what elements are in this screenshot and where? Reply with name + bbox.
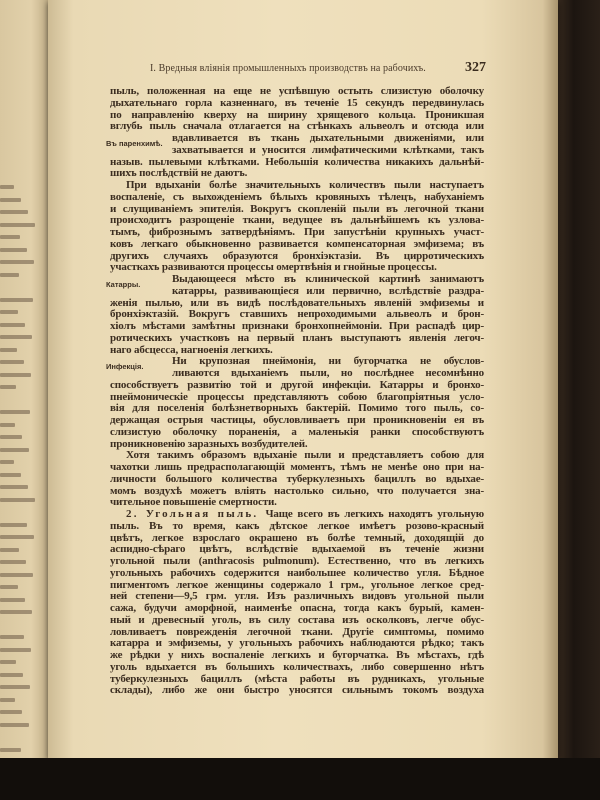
text-line: женія пылью, или въ видѣ послѣдовательныхъ явленій эмфиземы и bbox=[110, 297, 484, 309]
facing-page-text-fragment bbox=[0, 348, 17, 352]
text-line: пыль. Въ то время, какъ дѣтское легкое имѣетъ розово-красный bbox=[110, 520, 484, 532]
text-line: 2. Угольная пыль. Чаще всего въ легкихъ находятъ угольную bbox=[126, 509, 484, 520]
paragraph bbox=[106, 274, 484, 356]
text-line: и слущиваніемъ эпителія. Вокругъ скопленій пыли въ легочной ткани bbox=[110, 203, 484, 215]
text-line: сажа, будучи аморфной, наименѣе опасна, тогда какъ бурый, камен- bbox=[110, 603, 484, 614]
facing-page-text-fragment bbox=[0, 610, 32, 614]
paragraph bbox=[110, 450, 484, 509]
facing-page-text-fragment bbox=[0, 423, 15, 427]
text-line: цвѣтъ, легкое взрослаго окрашено въ болѣе темный, доходящій до bbox=[110, 532, 484, 544]
facing-page-text-fragment bbox=[0, 535, 34, 539]
facing-page-text-fragment bbox=[0, 573, 33, 577]
paragraph bbox=[106, 86, 484, 180]
facing-page-text-fragment bbox=[0, 248, 27, 252]
text-line: происходитъ разрощеніе ткани, ведущее въ дальнѣйшемъ къ узлова- bbox=[110, 215, 484, 227]
text-line: пыль, положенная на еще не успѣвшую остыть слизистую оболочку bbox=[110, 86, 484, 97]
text-line: чительное повышеніе смертности. bbox=[110, 497, 277, 509]
text-line: катарры, развивающіеся или первично, вслѣдствіе раздра- bbox=[172, 285, 484, 297]
text-line: хіолъ мѣстами замѣтны признаки бронхопнеймоніи. При распадѣ цир- bbox=[110, 321, 484, 332]
background-shadow bbox=[0, 758, 600, 800]
text-line: захватывается и уносится лимфатическими клѣтками, такъ bbox=[172, 144, 484, 156]
text-line: угольной пыли (anthracosis pulmonum). Естественно, что въ легкихъ bbox=[110, 556, 484, 567]
text-line: слизистую оболочку пораненія, а маленькія ранки способствуютъ bbox=[110, 426, 484, 438]
facing-page-text-fragment bbox=[0, 385, 16, 389]
facing-page-text-fragment bbox=[0, 373, 31, 377]
facing-page-text-fragment bbox=[0, 260, 34, 264]
facing-page-text-fragment bbox=[0, 498, 35, 502]
text-line: дыхательнаго горла казненнаго, въ теченіе 15 секундъ передвинулась bbox=[110, 97, 484, 109]
facing-page-text-fragment bbox=[0, 635, 24, 639]
text-line: туберкулезныхъ бациллъ (мѣста работы въ рудникахъ, угольные bbox=[110, 673, 484, 685]
text-line: участкахъ развиваются процессы омертвѣнія и гнойные процессы. bbox=[110, 262, 437, 274]
facing-page-text-fragment bbox=[0, 523, 27, 527]
paragraph bbox=[110, 509, 484, 697]
facing-page-text-fragment bbox=[0, 335, 32, 339]
margin-note: Въ паренхимѣ. bbox=[106, 139, 163, 148]
facing-page-text-fragment bbox=[0, 723, 29, 727]
facing-page-text-fragment bbox=[0, 310, 18, 314]
text-line: тымъ, фибрознымъ затвердѣніямъ. При запустѣніи крупныхъ участ- bbox=[110, 227, 484, 238]
margin-note: Катарры. bbox=[106, 280, 141, 289]
facing-page-text-fragment bbox=[0, 298, 33, 302]
text-line: катарра и эмфиземы, у угольныхъ рабочихъ наблюдаются рѣдко; такъ bbox=[110, 638, 484, 650]
facing-page-text-fragment bbox=[0, 460, 14, 464]
paragraph bbox=[106, 356, 484, 450]
text-line: наго абсцесса, нагноенія легкихъ. bbox=[110, 344, 273, 356]
paragraph bbox=[110, 180, 484, 274]
body-text bbox=[106, 86, 484, 697]
text-line: же рѣдки у нихъ воспаленіе легкихъ и бугорчатка. Въ мѣстахъ, гдѣ bbox=[110, 650, 484, 661]
text-line: ливаются вдыханіемъ пыли, но послѣднее несомнѣнно bbox=[172, 368, 484, 379]
text-line: аспидно-сѣраго цвѣтъ, вслѣдствіе вдыхаемой въ теченіе жизни bbox=[110, 544, 484, 556]
facing-page-text-fragment bbox=[0, 223, 35, 227]
text-line: бронхіэктазій. Вокругъ ставшихъ непроходимыми альвеолъ и брон- bbox=[110, 309, 484, 321]
facing-page-text-fragment bbox=[0, 273, 19, 277]
facing-page-text-fragment bbox=[0, 210, 28, 214]
text-line: угольныхъ рабочихъ содержится наибольшее количество угля. Бѣдное bbox=[110, 567, 484, 579]
facing-page-text-fragment bbox=[0, 198, 21, 202]
section-heading: 2. Угольная пыль. bbox=[126, 509, 266, 520]
facing-page-text-fragment bbox=[0, 710, 22, 714]
facing-page-text-fragment bbox=[0, 323, 25, 327]
facing-page-text-fragment bbox=[0, 673, 23, 677]
facing-page-text-fragment bbox=[0, 360, 24, 364]
facing-page-text-fragment bbox=[0, 435, 22, 439]
text-line: Выдающееся мѣсто въ клинической картинѣ занимаютъ bbox=[172, 274, 484, 285]
facing-page-text-fragment bbox=[0, 685, 30, 689]
text-line: вія для поселенія болѣзнетворныхъ бактерій. Помимо того пыль, со- bbox=[110, 403, 484, 415]
text-line: При вдыханіи болѣе значительныхъ количествъ пыли наступаетъ bbox=[126, 180, 484, 191]
text-line: ный и древесный уголь, въ силу состава изъ осколковъ, легче обус- bbox=[110, 614, 484, 626]
facing-page-text-fragment bbox=[0, 548, 19, 552]
margin-note: Инфекція. bbox=[106, 362, 144, 372]
facing-page-text-fragment bbox=[0, 185, 14, 189]
text-line: вдавливается въ ткань дыхательными движеніями, или bbox=[172, 133, 484, 144]
facing-page-text-fragment bbox=[0, 748, 21, 752]
facing-page-text-fragment bbox=[0, 410, 30, 414]
text-line: пнеймоническіе процессы представляютъ собою благопріятныя усло- bbox=[110, 391, 484, 403]
text-line: уголь вдыхается въ большихъ количествахъ, либо совершенно нѣтъ bbox=[110, 661, 484, 673]
facing-page-text-fragment bbox=[0, 598, 25, 602]
text-line: держащая острыя частицы, обусловливаетъ при проникновеніи ея въ bbox=[110, 415, 484, 426]
text-line: по направленію кверху на ширину хрящевого кольца. Проникшая bbox=[110, 109, 484, 121]
text-line: Ни крупозная пнеймонія, ни бугорчатка не обуслов- bbox=[172, 356, 484, 368]
text-line: ней степени—9,5 грм. угля. Изъ различныхъ видовъ угольной пыли bbox=[110, 591, 484, 603]
text-line: ловливаетъ поврежденія легочной ткани. Другіе симптомы, помимо bbox=[110, 626, 484, 638]
text-line: чахотки лишь предрасполагающій моментъ, тѣмъ не менѣе оно при на- bbox=[110, 462, 484, 473]
text-line: проникновенію заразныхъ возбудителей. bbox=[110, 438, 308, 450]
facing-page-edge bbox=[0, 0, 52, 790]
facing-page-text-fragment bbox=[0, 698, 15, 702]
text-line: склады), либо же они быстро уносятся сильнымъ токомъ воздуха bbox=[110, 685, 484, 697]
facing-page-text-fragment bbox=[0, 485, 28, 489]
text-line: вглубь пыль сначала отлагается на стѣнкахъ альвеолъ и отсюда или bbox=[110, 121, 484, 133]
text-line: ротическихъ участковъ на первый планъ выступаютъ явленія легоч- bbox=[110, 332, 484, 344]
facing-page-text-fragment bbox=[0, 235, 20, 239]
running-title: I. Вредныя вліянія промышленныхъ производствъ на рабочихъ. bbox=[150, 63, 426, 74]
text-line: пигментомъ легкое женщины содержало 1 грм., угольное легкое сред- bbox=[110, 579, 484, 591]
text-line: шихъ послѣдствій не даютъ. bbox=[110, 168, 248, 180]
text-line: назыв. пылевыми клѣтками. Небольшія количества никакихъ дальнѣй- bbox=[110, 156, 484, 168]
book-binding bbox=[556, 0, 600, 770]
facing-page-text-fragment bbox=[0, 648, 31, 652]
facing-page-text-fragment bbox=[0, 585, 18, 589]
text-line: способствуетъ развитію той и другой инфекціи. Катарры и бронхо- bbox=[110, 379, 484, 391]
page-number: 327 bbox=[465, 60, 486, 75]
text-line: Хотя такимъ образомъ вдыханіе пыли и представляетъ собою для bbox=[126, 450, 484, 462]
text-line: ковъ легкаго обыкновенно развивается компенсаторная эмфизема; въ bbox=[110, 238, 484, 250]
text-line: воспаленіе, съ выхожденіемъ бѣлыхъ кровяныхъ тѣлецъ, набуханіемъ bbox=[110, 191, 484, 203]
facing-page-text-fragment bbox=[0, 660, 16, 664]
facing-page-text-fragment bbox=[0, 473, 21, 477]
text-line: другихъ случаяхъ образуются бронхіэктазіи. Въ цирротическихъ bbox=[110, 250, 484, 262]
text-line: личности большого количества туберкулезныхъ бациллъ во вдыхае- bbox=[110, 473, 484, 485]
text-line: момъ воздухѣ можетъ вліять настолько сильно, что получается зна- bbox=[110, 485, 484, 497]
facing-page-text-fragment bbox=[0, 448, 29, 452]
facing-page-text-fragment bbox=[0, 560, 26, 564]
